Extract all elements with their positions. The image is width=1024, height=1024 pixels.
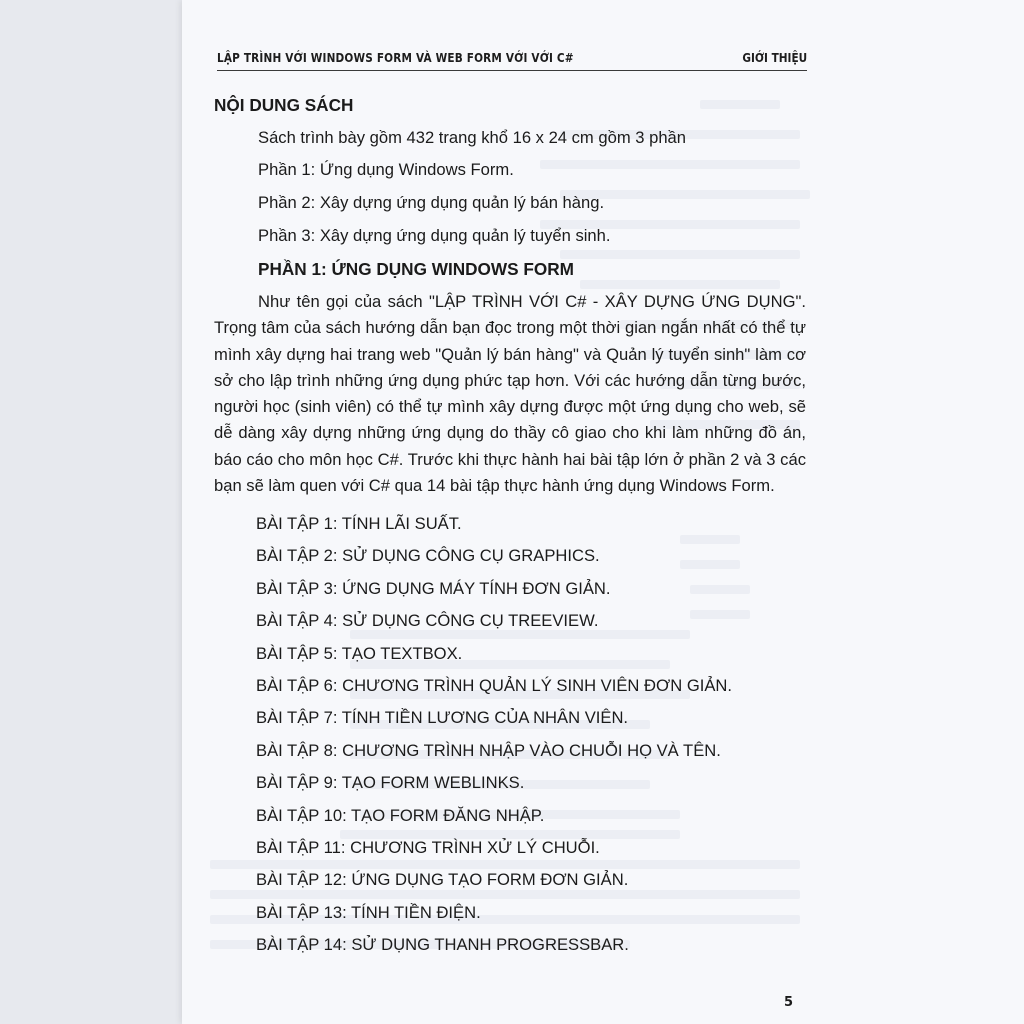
list-item: BÀI TẬP 12: ỨNG DỤNG TẠO FORM ĐƠN GIẢN.	[256, 870, 629, 890]
header-book-title: LẬP TRÌNH VỚI WINDOWS FORM VÀ WEB FORM VỚI VỚI C#	[217, 50, 574, 65]
list-item: BÀI TẬP 14: SỬ DỤNG THANH PROGRESSBAR.	[256, 935, 629, 955]
heading-book-contents: NỘI DUNG SÁCH	[214, 95, 354, 115]
list-item: BÀI TẬP 7: TÍNH TIỀN LƯƠNG CỦA NHÂN VIÊN.	[256, 708, 629, 728]
list-item: BÀI TẬP 8: CHƯƠNG TRÌNH NHẬP VÀO CHUỖI HỌ VÀ TÊN.	[256, 740, 721, 760]
page-number: 5	[784, 995, 794, 1010]
intro-line: Sách trình bày gồm 432 trang khổ 16 x 24 cm gồm 3 phần	[258, 128, 687, 147]
header-section-label: GIỚI THIỆU	[742, 50, 807, 65]
intro-line: Phần 3: Xây dựng ứng dụng quản lý tuyển sinh.	[258, 226, 611, 245]
intro-line: Phần 2: Xây dựng ứng dụng quản lý bán hàng.	[258, 193, 605, 212]
exercise-list	[256, 514, 732, 967]
body-paragraph: Như tên gọi của sách "LẬP TRÌNH VỚI C# - XÂY DỰNG ỨNG DỤNG". Trọng tâm của sách hướng dẫn bạn đọc trong một thời gian ngắn nhất có thể tự mình xây dựng hai trang web "Quản lý bán hàng" và Quản lý tuyển sinh" làm cơ sở cho lập trình những ứng dụng phức tạp hơn. Với các hướng dẫn từng bước, người học (sinh viên) có thể tự mình xây dựng được một ứng dụng cho web, sẽ dễ dàng xây dựng những ứng dụng do thầy cô giao cho khi làm những đồ án, báo cáo cho môn học C#. Trước khi thực hành hai bài tập lớn ở phần 2 và 3 các bạn sẽ làm quen với C# qua 14 bài tập thực hành ứng dụng Windows Form.	[214, 292, 806, 496]
list-item: BÀI TẬP 6: CHƯƠNG TRÌNH QUẢN LÝ SINH VIÊN ĐƠN GIẢN.	[256, 675, 733, 695]
list-item: BÀI TẬP 5: TẠO TEXTBOX.	[256, 643, 463, 663]
list-item: BÀI TẬP 13: TÍNH TIỀN ĐIỆN.	[256, 902, 481, 922]
heading-part-1: PHẦN 1: ỨNG DỤNG WINDOWS FORM	[258, 259, 574, 279]
intro-line: Phần 1: Ứng dụng Windows Form.	[258, 160, 514, 179]
list-item: BÀI TẬP 9: TẠO FORM WEBLINKS.	[256, 773, 525, 793]
list-item: BÀI TẬP 1: TÍNH LÃI SUẤT.	[256, 514, 462, 533]
list-item: BÀI TẬP 11: CHƯƠNG TRÌNH XỬ LÝ CHUỖI.	[256, 837, 600, 857]
list-item: BÀI TẬP 2: SỬ DỤNG CÔNG CỤ GRAPHICS.	[256, 546, 600, 566]
list-item: BÀI TẬP 3: ỨNG DỤNG MÁY TÍNH ĐƠN GIẢN.	[256, 578, 611, 598]
running-header	[217, 48, 807, 71]
list-item: BÀI TẬP 4: SỬ DỤNG CÔNG CỤ TREEVIEW.	[256, 611, 599, 631]
list-item: BÀI TẬP 10: TẠO FORM ĐĂNG NHẬP.	[256, 805, 545, 825]
